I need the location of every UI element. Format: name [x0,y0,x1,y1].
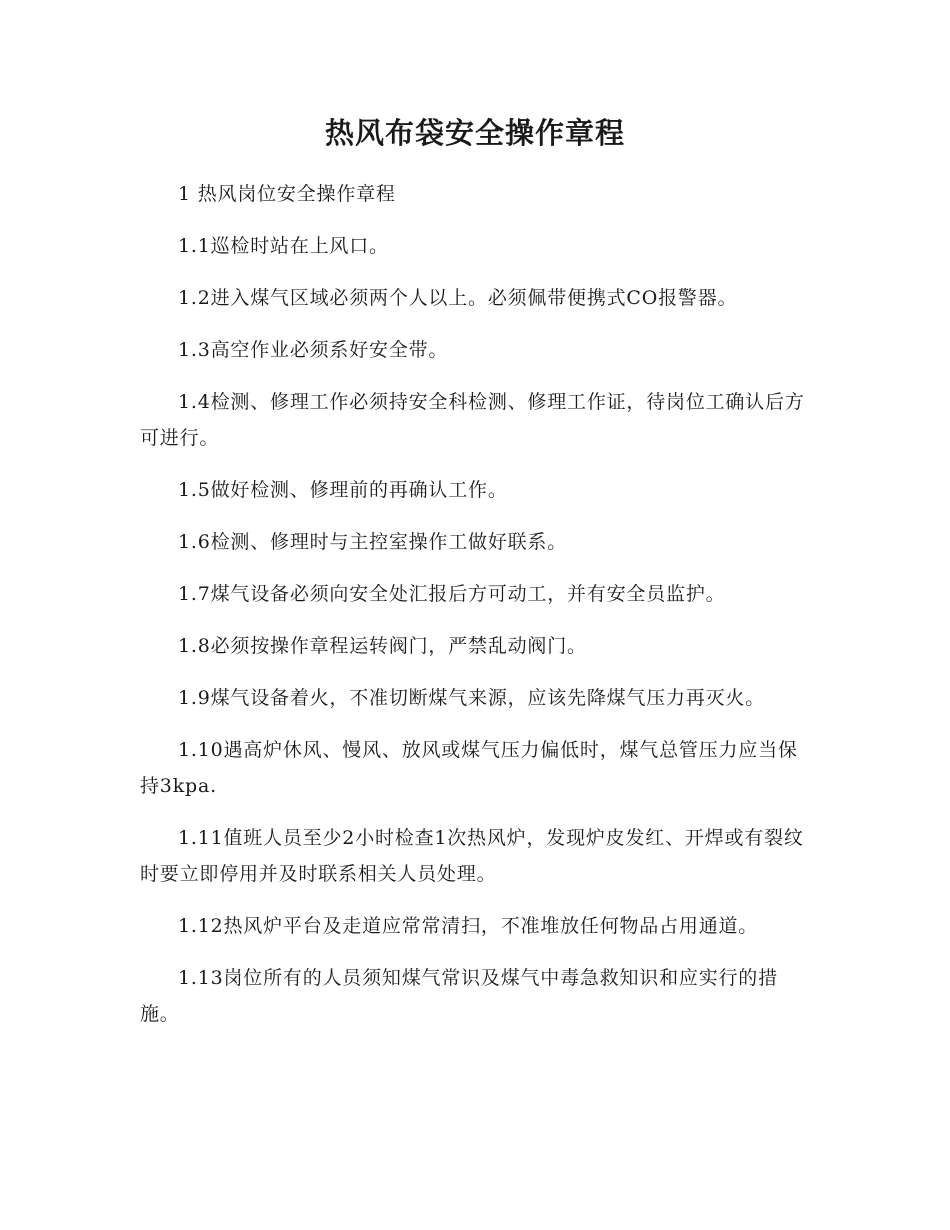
paragraph-1-3: 1.3高空作业必须系好安全带。 [178,339,449,361]
paragraph-1-4: 1.4检测、修理工作必须持安全科检测、修理工作证，待岗位工确认后方可进行。 [140,391,805,449]
paragraph-1-10: 1.10遇高炉休风、慢风、放风或煤气压力偏低时，煤气总管压力应当保持3kpa. [140,739,798,797]
paragraph-1-2: 1.2进入煤气区域必须两个人以上。必须佩带便携式CO报警器。 [178,287,738,309]
paragraph-1-8: 1.8必须按操作章程运转阀门，严禁乱动阀门。 [178,635,587,657]
paragraph-1-11: 1.11值班人员至少2小时检查1次热风炉，发现炉皮发红、开焊或有裂纹时要立即停用并及时联系相关人员处理。 [140,827,804,885]
paragraph-1-7: 1.7煤气设备必须向安全处汇报后方可动工，并有安全员监护。 [178,583,726,605]
paragraph-list [140,176,810,1032]
paragraph-1-9: 1.9煤气设备着火，不准切断煤气来源，应该先降煤气压力再灭火。 [178,687,766,709]
paragraph-1-12: 1.12热风炉平台及走道应常常清扫，不准堆放任何物品占用通道。 [178,915,759,937]
paragraph-1-5: 1.5做好检测、修理前的再确认工作。 [178,479,508,501]
paragraph-1-1: 1.1巡检时站在上风口。 [178,235,389,257]
document-title: 热风布袋安全操作章程 [324,116,625,150]
paragraph-section-1: 1 热风岗位安全操作章程 [178,183,396,205]
paragraph-1-13: 1.13岗位所有的人员须知煤气常识及煤气中毒急救知识和应实行的措施。 [140,967,778,1025]
paragraph-1-6: 1.6检测、修理时与主控室操作工做好联系。 [178,531,568,553]
